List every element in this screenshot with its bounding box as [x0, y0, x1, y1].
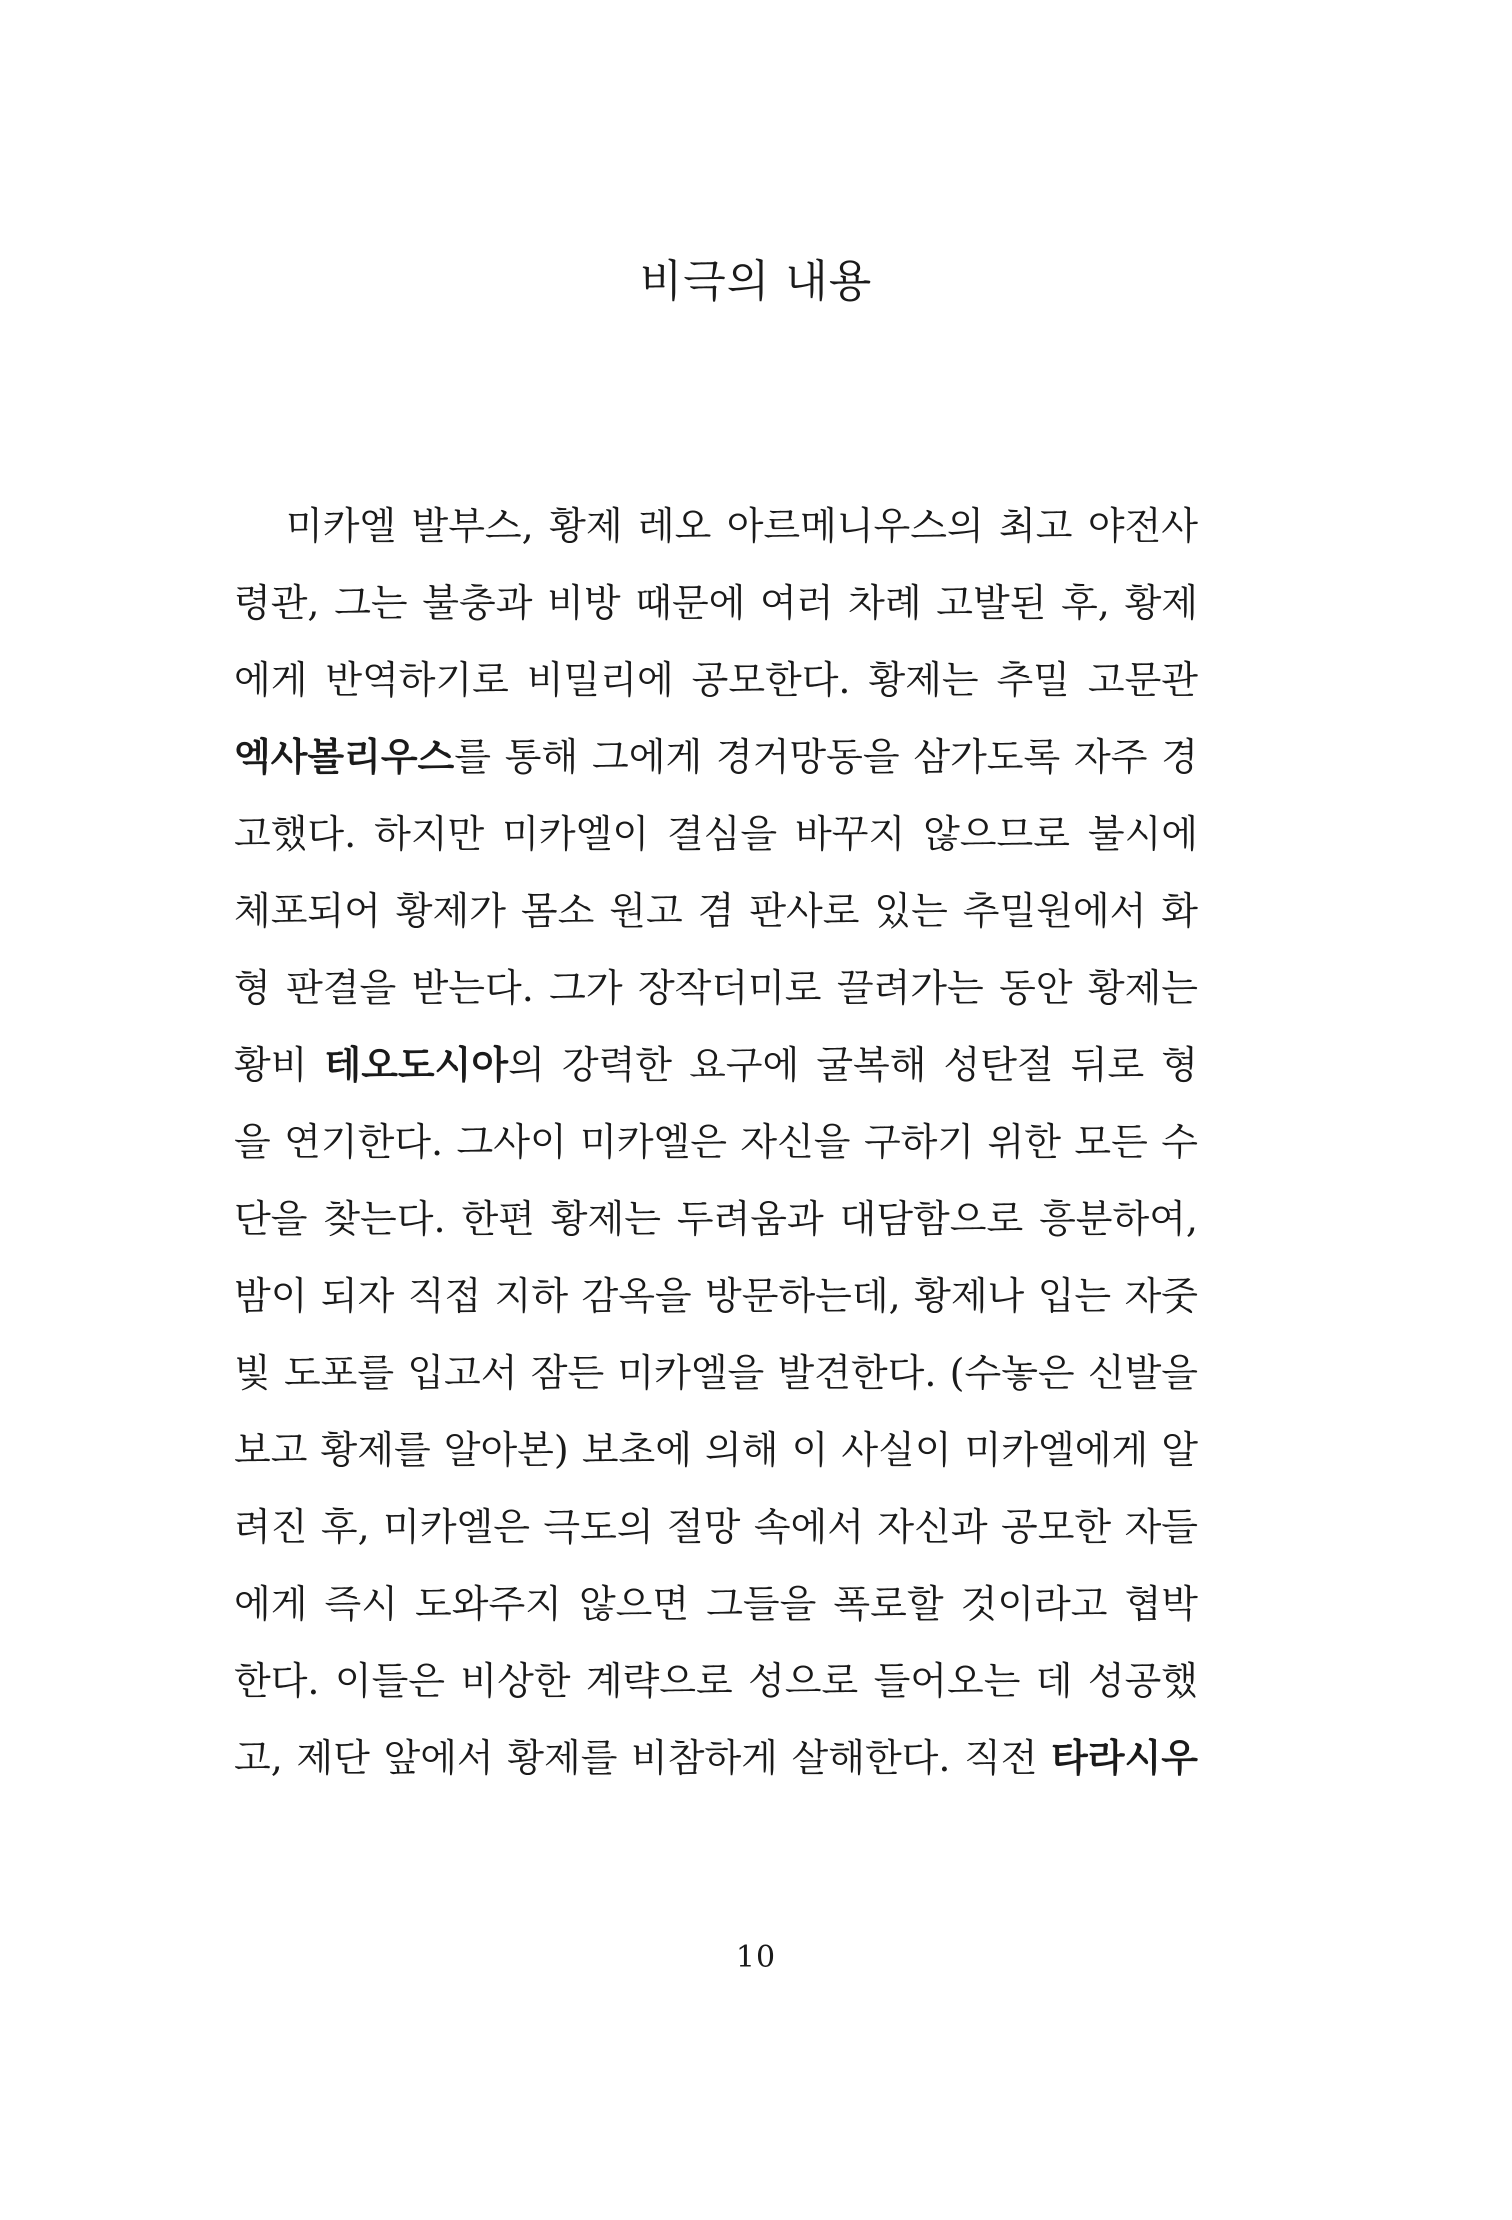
text-segment: 를 통해 그에게 경거망동을 삼가도록 자주 경: [454, 735, 1198, 779]
name-theodosia: 테오도시아: [324, 1043, 509, 1087]
text-line: 에게 즉시 도와주지 않으면 그들을 폭로할 것이라고 협박: [234, 1582, 1198, 1626]
page-number: 10: [735, 1940, 777, 1975]
text-line: 체포되어 황제가 몸소 원고 겸 판사로 있는 추밀원에서 화: [234, 889, 1198, 933]
text-line: 미카엘 발부스, 황제 레오 아르메니우스의 최고 야전사: [286, 504, 1198, 548]
text-line: 려진 후, 미카엘은 극도의 절망 속에서 자신과 공모한 자들: [234, 1505, 1198, 1549]
text-line: [234, 1027, 1198, 1104]
text-line: 형 판결을 받는다. 그가 장작더미로 끌려가는 동안 황제는: [234, 966, 1198, 1010]
name-exabolius: 엑사볼리우스: [234, 735, 455, 779]
text-line: 한다. 이들은 비상한 계략으로 성으로 들어오는 데 성공했: [234, 1659, 1198, 1703]
text-segment: 황비: [234, 1043, 325, 1087]
text-line: [234, 1720, 1198, 1797]
text-line: 보고 황제를 알아본) 보초에 의해 이 사실이 미카엘에게 알: [234, 1428, 1198, 1472]
body-text: [234, 488, 1198, 1797]
text-line: 밤이 되자 직접 지하 감옥을 방문하는데, 황제나 입는 자줏: [234, 1274, 1198, 1318]
text-line: 단을 찾는다. 한편 황제는 두려움과 대담함으로 흥분하여,: [234, 1197, 1198, 1241]
text-line: 령관, 그는 불충과 비방 때문에 여러 차례 고발된 후, 황제: [234, 581, 1198, 625]
text-line: 고했다. 하지만 미카엘이 결심을 바꾸지 않으므로 불시에: [234, 812, 1198, 856]
text-segment: 의 강력한 요구에 굴복해 성탄절 뒤로 형: [508, 1043, 1198, 1087]
page-title: 비극의 내용: [639, 256, 873, 307]
name-tarasius: 타라시우: [1051, 1736, 1198, 1780]
text-segment: 고, 제단 앞에서 황제를 비참하게 살해한다. 직전: [234, 1736, 1052, 1780]
text-line: 을 연기한다. 그사이 미카엘은 자신을 구하기 위한 모든 수: [234, 1120, 1198, 1164]
text-line: 빛 도포를 입고서 잠든 미카엘을 발견한다. (수놓은 신발을: [234, 1351, 1198, 1395]
text-line: [234, 719, 1198, 796]
text-line: 에게 반역하기로 비밀리에 공모한다. 황제는 추밀 고문관: [234, 658, 1198, 702]
